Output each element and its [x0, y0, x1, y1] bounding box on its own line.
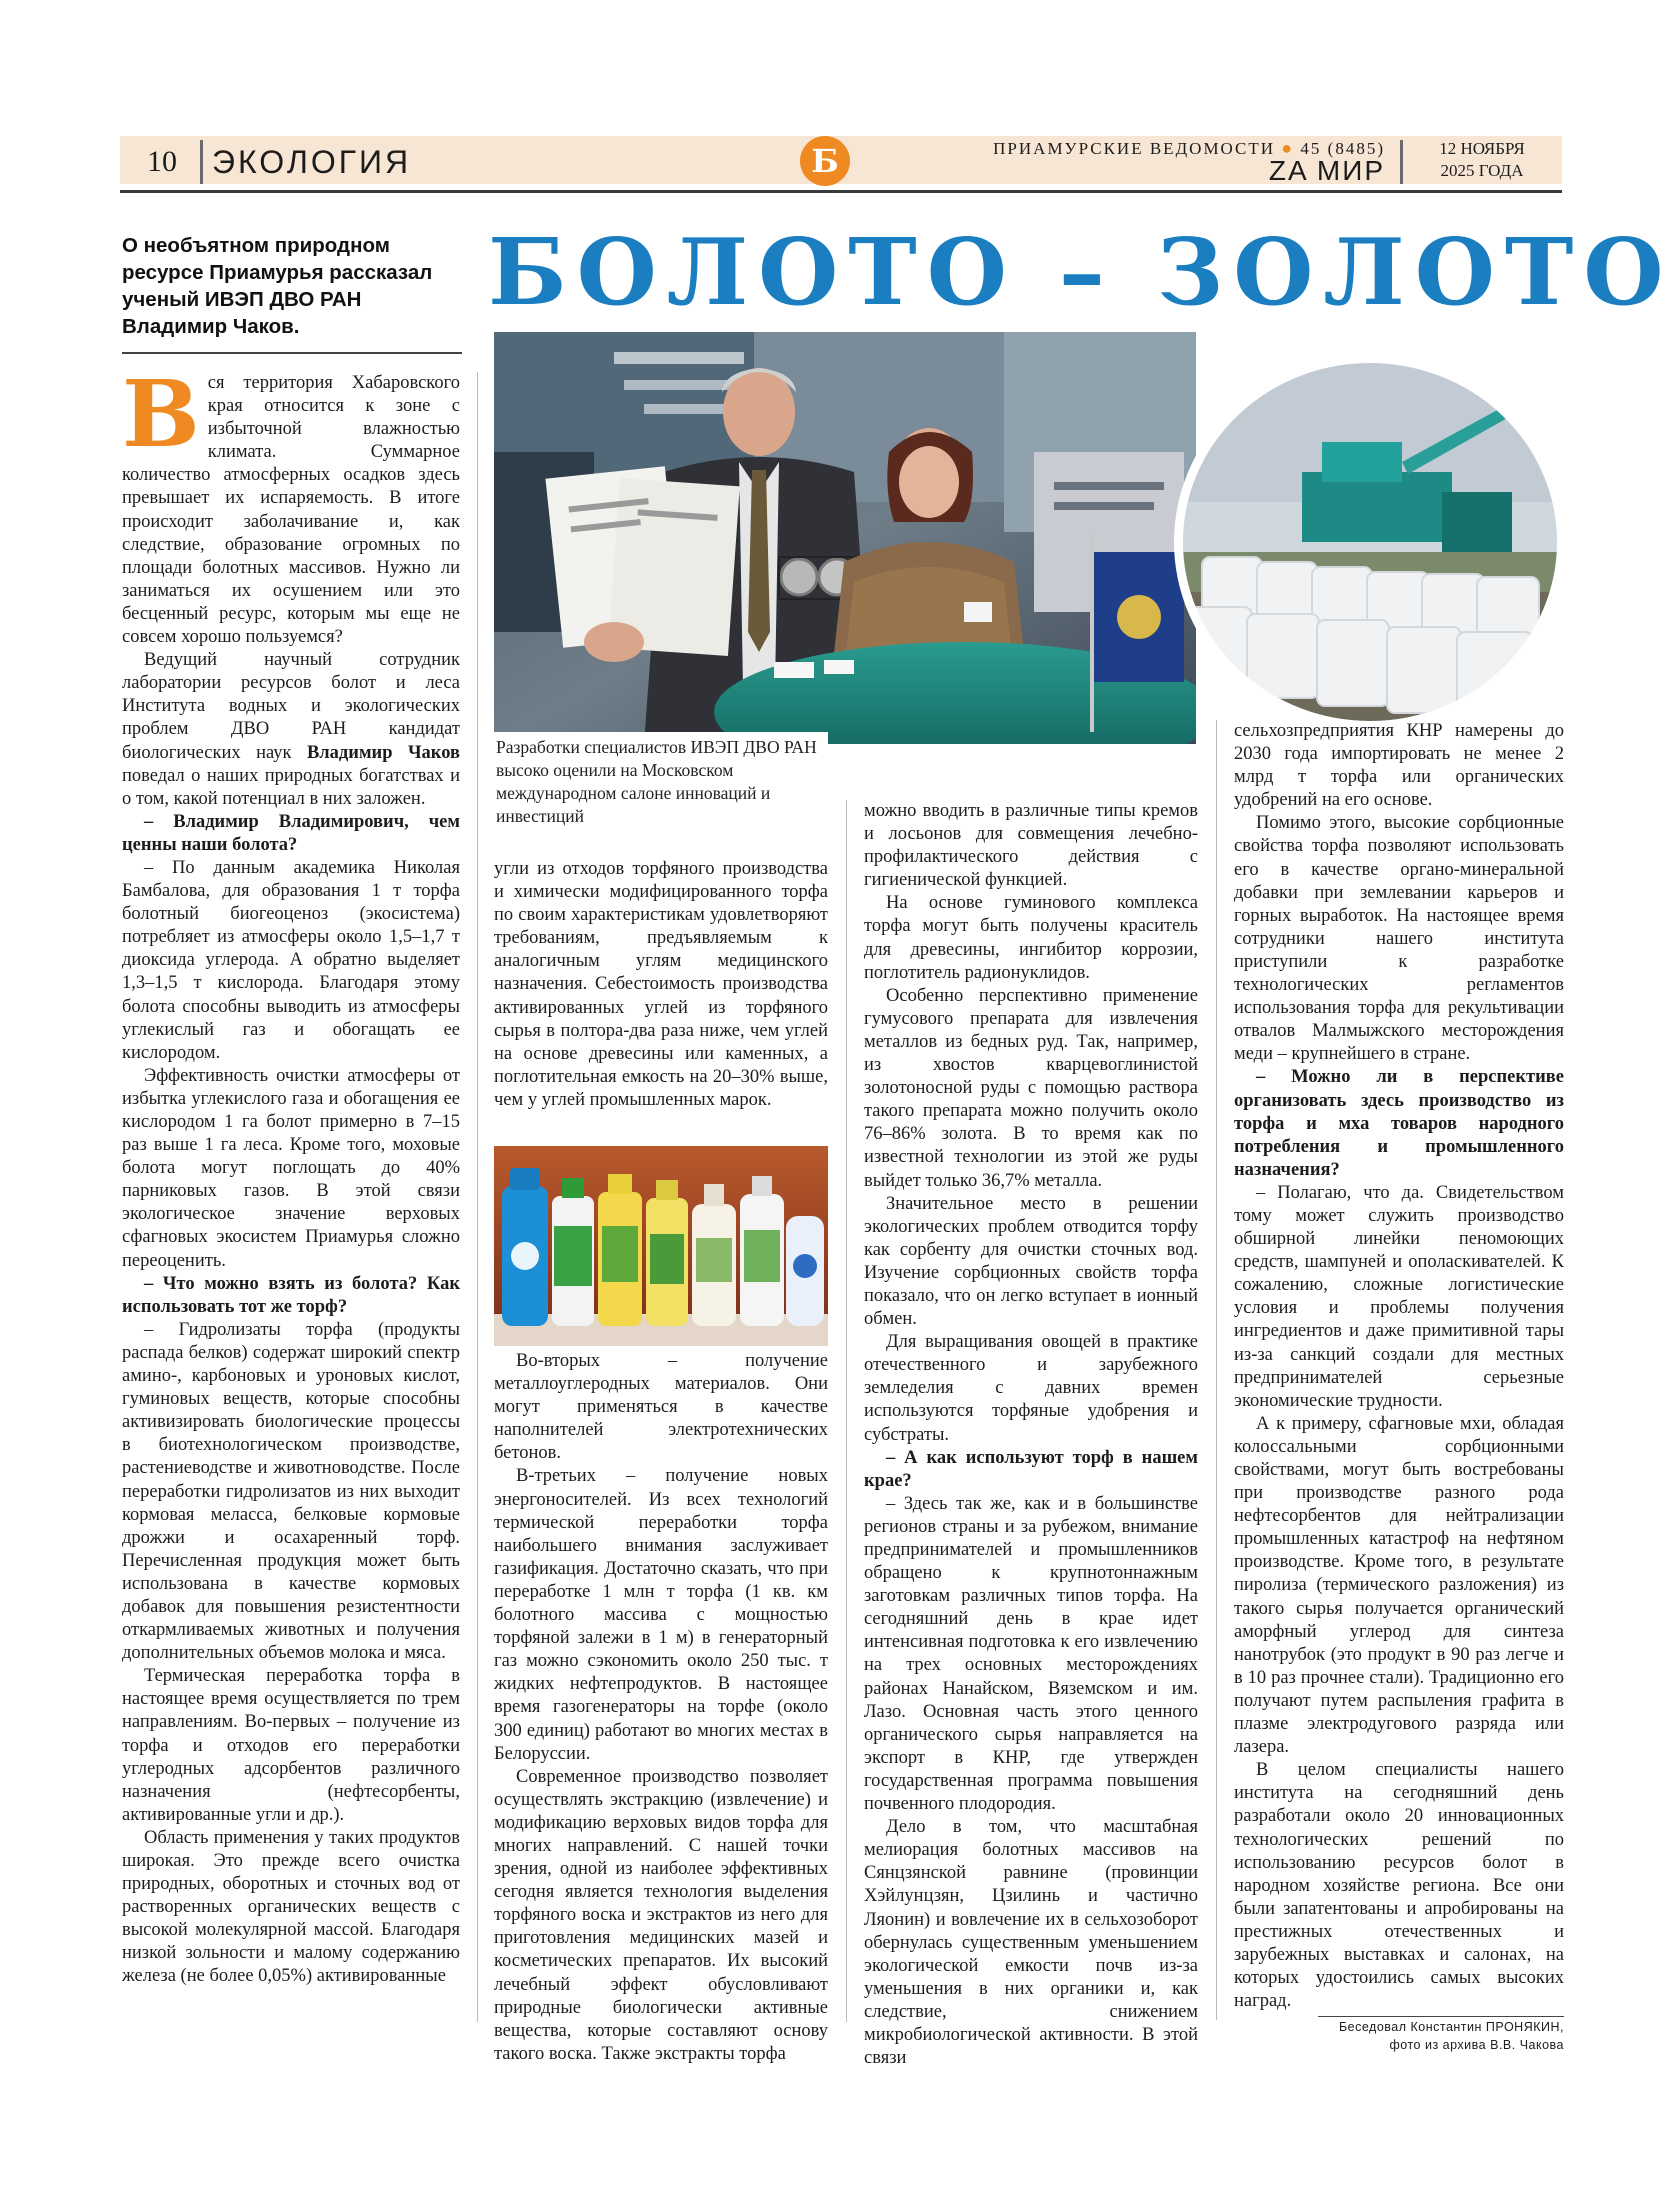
paragraph: Дело в том, что масштабная мелиорация болотных массивов на Сянцзянской равнине (провинции Хэйлунцзян, Цзилинь и частично Ляонин) и вовлечение их в сельхозоборот обернулась существенным уменьшением экологической емкости почв из-за уменьшения в них органики и, как следствие, снижением микробиологической активности. В этой связи	[864, 1817, 1198, 2069]
paragraph: – Гидролизаты торфа (продукты распада белков) содержат широкий спектр амино-, карбоновых и уроновых кислот, гуминовых веществ, которые способны активизировать биологические процессы в биотехнологическом производстве, растениеводстве и животноводстве. После переработки гидролизатов из них выходит кормовая меласса, белковые кормовые дрожжи и осахаренный торф. Перечисленная продукция может быть использована в качестве кормовых добавок для повышения резистентности откармливаемых животных и получения дополнительных объемов молока и мяса.	[122, 1319, 460, 1664]
column-divider	[846, 800, 847, 2022]
header-rule	[120, 190, 1562, 193]
paragraph: Для выращивания овощей в практике отечественного и зарубежного земледелия с давних времен используются торфяные удобрения и субстраты.	[864, 1332, 1198, 1445]
article-credits	[1234, 2018, 1564, 2054]
issue-number: 45 (8485)	[1300, 139, 1385, 158]
paragraph: А к примеру, сфагновые мхи, обладая колоссальными сорбционными свойствами, могут быть востребованы при производстве разного рода нефтесорбентов для нейтрализации промышленных катастроф на нефтяном производстве. Кроме того, в результате пиролиза (термического разложения) из такого сырья получается органический аморфный углерод для синтеза нанотрубок (это продукт в 90 раз легче и в 10 раз прочнее стали). Традиционно его получают путем распыления графита в плазме электродугового разряда или лазера.	[1234, 1413, 1564, 1758]
paragraph	[122, 360, 460, 649]
bullet-icon: ●	[1281, 138, 1295, 158]
question: – Что можно взять из болота? Как использовать тот же торф?	[122, 1273, 460, 1317]
photo-exhibition	[494, 332, 1196, 744]
issue-date	[1408, 138, 1556, 182]
page-number: 10	[147, 145, 177, 178]
date-day: 12 НОЯБРЯ	[1439, 139, 1525, 158]
paragraph: На основе гуминового комплекса торфа могут быть получены краситель для древесины, ингибитор коррозии, поглотитель радионуклидов.	[864, 893, 1198, 983]
author-credit	[1234, 2018, 1564, 2036]
paragraph: сельхозпредприятия КНР намерены до 2030 года импортировать не менее 2 млрд т торфа или органических удобрений на его основе.	[1234, 721, 1564, 811]
drop-cap: В	[122, 360, 200, 468]
photo-peat-production	[1172, 352, 1568, 732]
paragraph-text: поведал о наших природных богатствах и о том, какой потенциал в них заложен.	[122, 765, 460, 809]
section-title: ЭКОЛОГИЯ	[212, 144, 412, 180]
paragraph: Эффективность очистки атмосферы от избытка углекислого газа и обогащения ее кислородом 1 га болот примерно в 7–15 раз выше 1 га леса. Кроме того, моховые болота могут поглощать до 40% парниковых газов. В этой связи экологическое значение верховых сфагновых экосистем Приамурья сложно переоценить.	[122, 1065, 460, 1271]
question: – Можно ли в перспективе организовать здесь производство из торфа и мха товаров народного потребления и промышленного назначения?	[1234, 1067, 1564, 1180]
interviewee-name: Владимир Чаков	[306, 742, 460, 763]
slogan: ZA МИР	[1268, 155, 1385, 186]
newspaper-logo-icon: Б	[800, 136, 850, 186]
paragraph: можно вводить в различные типы кремов и лосьонов для совмещения лечебно-профилактического действия с гигиенической функцией.	[864, 801, 1198, 891]
article-column-2-continued	[494, 1350, 828, 2066]
paragraph: – Полагаю, что да. Свидетельством тому может служить производство обширной линейки пеномоющих средств, шампуней и ополаскивателей. К сожалению, сложные логистические условия и проблемы получения ингредиентов и даже примитивной тары из-за санкций создали для местных предпринимателей серьезные экономические трудности.	[1234, 1182, 1564, 1411]
paper-title: ПРИАМУРСКИЕ ВЕДОМОСТИ	[993, 139, 1276, 158]
photo-credit	[1234, 2036, 1564, 2054]
article-column-4	[1234, 720, 1564, 2013]
article-column-1	[122, 360, 460, 1989]
author-name: ПРОНЯКИН,	[1485, 2020, 1564, 2034]
question: – Владимир Владимирович, чем ценны наши болота?	[122, 811, 460, 855]
paragraph: Термическая переработка торфа в настоящее время осуществляется по трем направлениям. Во-первых – получение из торфа и отходов его переработки углеродных адсорбентов различного назначения (нефтесорбенты, активированные угли и др.).	[122, 1666, 460, 1825]
paragraph-text: ся территория Хабаровского края относится к зоне с избыточной влажностью климата. Суммарное количество атмосферных осадков здесь превышает их испаряемость. В итоге происходит заболачивание и, как следствие, образование огромных по площади болотных массивов. Нужно ли заниматься их осушением или это бесценный ресурс, которым мы еще не совсем хорошо пользуемся?	[122, 373, 460, 648]
paragraph: Область применения у таких продуктов широкая. Это прежде всего очистка природных, оборотных и сточных вод от растворенных органических веществ с высокой молекулярной массой. Благодаря низкой зольности и малому содержанию железа (не более 0,05%) активированные	[122, 1827, 460, 1987]
paragraph: Особенно перспективно применение гумусового препарата для извлечения металлов из бедных руд. Так, например, из хвостов кварцевоглинистой золотоносной руды с помощью раствора такого препарата можно получить около 76–86% золота. В то время как по известной технологии из этой же руды выйдет только 36,7% металла.	[864, 985, 1198, 1191]
column-divider	[1216, 720, 1217, 2020]
header-divider	[1400, 140, 1403, 184]
paragraph: В целом специалисты нашего института на сегодняшний день разработали около 20 инновационных технологических решений по использованию ресурсов болот в народном хозяйстве региона. Все они были запатентованы и апробированы на престижных отечественных и зарубежных выставках и салонах, на которых удостоились самых высоких наград.	[1234, 1760, 1564, 2012]
article-title: БОЛОТО – ЗОЛОТО	[488, 218, 1673, 326]
paragraph: угли из отходов торфяного производства и химически модифицированного торфа по своим характеристикам удовлетворяют требованиям, предъявляемым к аналогичным углям медицинского назначения. Себестоимость производства активированных углей из торфяного сырья в полтора-два раза ниже, чем углей на основе древесины или каменных, а поглотительная емкость на 20–30% выше, чем у углей промышленных марок.	[494, 859, 828, 1110]
paragraph: Значительное место в решении экологических проблем отводится торфу как сорбенту для очистки сточных вод. Изучение сорбционных свойств торфа показало, что он легко вступает в ионный обмен.	[864, 1193, 1198, 1330]
photo-peat-products	[494, 1146, 828, 1346]
paragraph: Современное производство позволяет осуществлять экстракцию (извлечение) и модификацию верховых видов торфа для многих направлений. С нашей точки зрения, одной из наиболее эффективных сегодня является технология выделения торфяного воска и экстрактов из него для приготовления медицинских мазей и косметических препаратов. Их высокий лечебный эффект обусловливают природные биологически активные вещества, которые составляют основу такого воска. Также экстракты торфа	[494, 1766, 828, 2064]
credit-text: Беседовал Константин	[1338, 2020, 1486, 2034]
paragraph: Во-вторых – получение металлоуглеродных материалов. Они могут применяться в качестве наполнителей электротехнических бетонов.	[494, 1351, 828, 1464]
question: – А как используют торф в нашем крае?	[864, 1447, 1198, 1491]
paragraph	[122, 649, 460, 811]
paragraph-text: Ведущий научный сотрудник лаборатории ресурсов болот и леса Института водных и экологических проблем ДВО РАН кандидат биологических наук	[122, 650, 460, 763]
credit-text: фото из архива	[1389, 2038, 1491, 2052]
header-divider	[200, 140, 203, 184]
article-column-2	[494, 858, 828, 1112]
article-lead: О необъятном природном ресурсе Приамурья рассказал ученый ИВЭП ДВО РАН Владимир Чаков.	[122, 234, 433, 338]
paragraph: – По данным академика Николая Бамбалова, для образования 1 т торфа болотный биогеоценоз (экосистема) потребляет из атмосферы около 1,5–1,7 т диоксида углерода. А обратно выделяет 1,3–1,5 т кислорода. Благодаря этому болота способны выводить из атмосферы углекислый газ и обогащать ее кислородом.	[122, 857, 460, 1063]
article-column-3	[864, 800, 1198, 2070]
column-divider	[477, 372, 478, 2022]
photo-source-name: В.В. Чакова	[1490, 2038, 1564, 2052]
date-year: 2025 ГОДА	[1440, 161, 1524, 180]
credits-divider	[1318, 2016, 1564, 2017]
photo-caption: Разработки специалистов ИВЭП ДВО РАН высоко оценили на Московском международном салоне инноваций и инвестиций	[494, 732, 828, 824]
paragraph: В-третьих – получение новых энергоносителей. Из всех технологий термической переработки торфа наибольшего внимания заслуживает газификация. Достаточно сказать, что при переработке 1 млн т торфа (1 кв. км болотного массива с мощностью торфяной залежи в 1 м) в генераторный газ можно сэкономить около 250 тыс. т жидких нефтепродуктов. В настоящее время газогенераторы на торфе (около 300 единиц) работают во многих местах в Белоруссии.	[494, 1466, 828, 1764]
paragraph: Помимо этого, высокие сорбционные свойства торфа позволяют использовать его в качестве органо-минеральной добавки при землевании карьеров и горных выработок. На настоящее время сотрудники нашего института приступили к разработке технологических регламентов использования торфа для рекультивации отвалов Малмыжского месторождения меди – крупнейшего в стране.	[1234, 813, 1564, 1065]
paragraph: – Здесь так же, как и в большинстве регионов страны и за рубежом, внимание предпринимателей и промышленников обращено к крупнотоннажным заготовкам различных типов торфа. На сегодняшний день в крае идет интенсивная подготовка к его извлечению на трех основных месторождениях районах Нанайском, Вяземском и им. Лазо. Основная часть этого ценного органического сырья направляется на экспорт в КНР, где утвержден государственная программа повышения почвенного плодородия.	[864, 1493, 1198, 1815]
lead-divider	[122, 352, 462, 354]
